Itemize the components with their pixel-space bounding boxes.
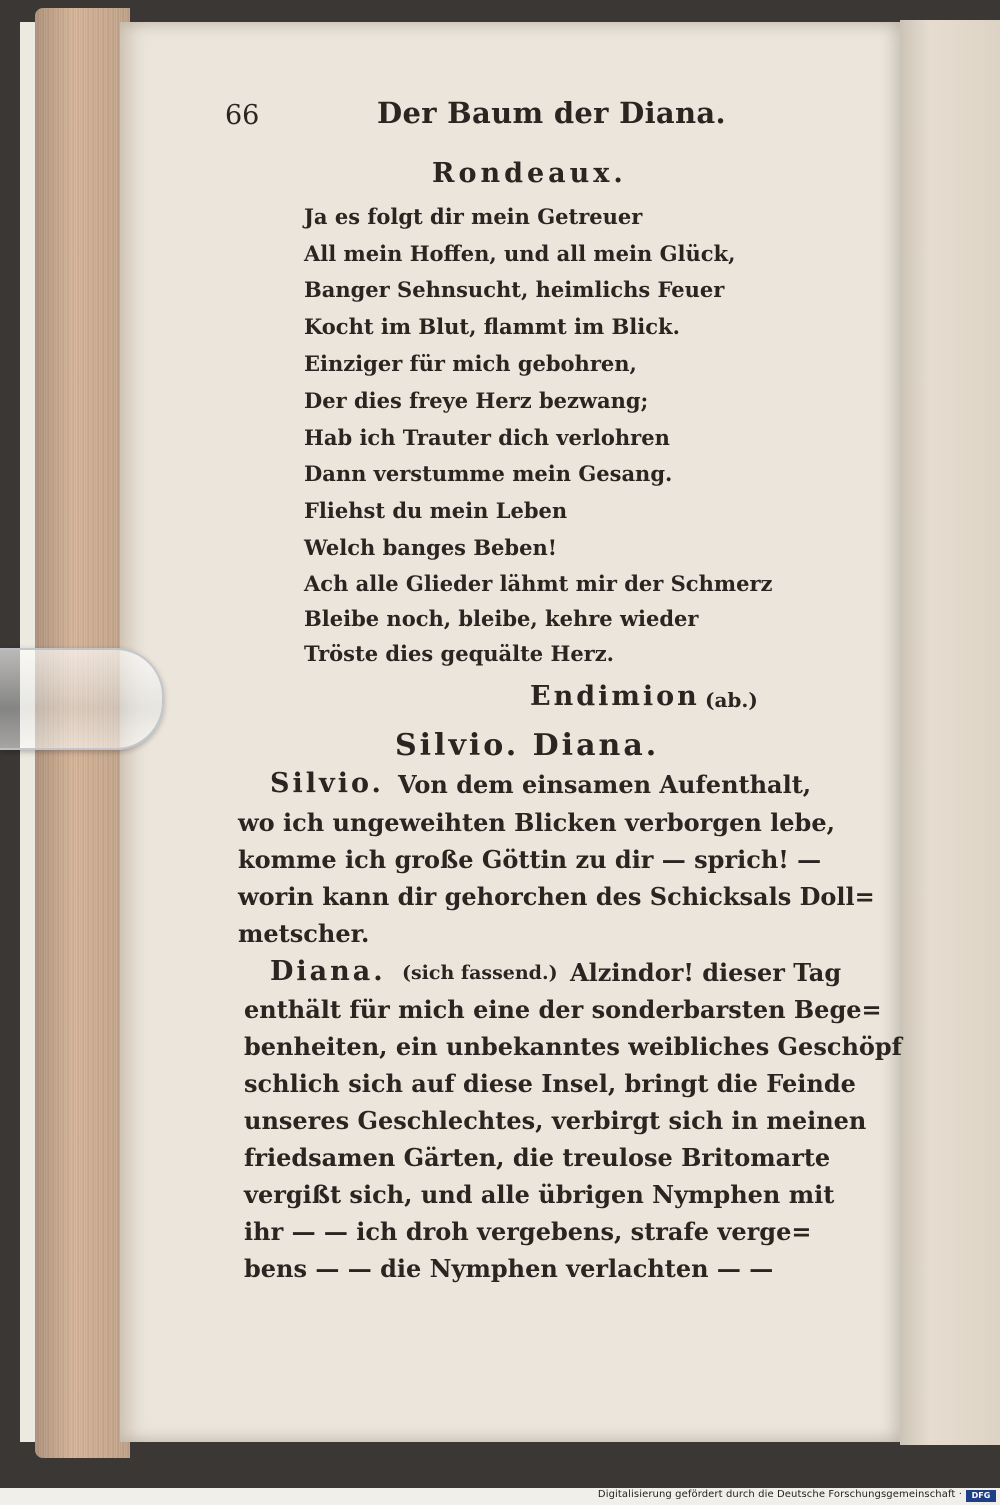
verse-line: Ja es folgt dir mein Getreuer <box>304 204 643 229</box>
prose-line: bens — — die Nymphen verlachten — — <box>244 1254 774 1283</box>
prose-line: schlich sich auf diese Insel, bringt die Feinde <box>244 1069 856 1098</box>
verse-line: Ach alle Glieder lähmt mir der Schmerz <box>304 571 773 596</box>
scene-cast: Silvio. Diana. <box>395 728 660 763</box>
rondeau-title: Rondeaux. <box>432 158 627 189</box>
prose-line: metscher. <box>238 919 370 948</box>
running-title: Der Baum der Diana. <box>377 96 726 130</box>
verse-line: Fliehst du mein Leben <box>304 498 568 523</box>
prose-line: wo ich ungeweihten Blicken verborgen lebe, <box>238 808 835 837</box>
stage-direction: (sich fassend.) <box>402 962 558 984</box>
prose-line: worin kann dir gehorchen des Schicksals Doll= <box>238 882 875 911</box>
speaker-silvio: Silvio. <box>270 768 384 799</box>
verse-line: Kocht im Blut, flammt im Blick. <box>304 314 680 339</box>
page-number: 66 <box>225 100 260 131</box>
verse-line: Bleibe noch, bleibe, kehre wieder <box>304 606 699 631</box>
verse-line: All mein Hoffen, und all mein Glück, <box>304 241 736 266</box>
verse-line: Tröste dies gequälte Herz. <box>304 641 614 666</box>
dfg-logo: DFG <box>966 1490 996 1502</box>
verse-line: Dann verstumme mein Gesang. <box>304 461 673 486</box>
prose-line: vergißt sich, und alle übrigen Nymphen mit <box>244 1180 835 1209</box>
prose-line: friedsamen Gärten, die treulose Britomarte <box>244 1143 831 1172</box>
verse-line: Hab ich Trauter dich verlohren <box>304 425 670 450</box>
prose-line: komme ich große Göttin zu dir — sprich! — <box>238 845 822 874</box>
stage-exit-direction: (ab.) <box>705 688 758 712</box>
prose-line: unseres Geschlechtes, verbirgt sich in meinen <box>244 1106 867 1135</box>
verse-line: Der dies freye Herz bezwang; <box>304 388 649 413</box>
prose-line: Alzindor! dieser Tag <box>570 958 842 987</box>
speaker-diana: Diana. <box>270 956 386 987</box>
prose-line: enthält für mich eine der sonderbarsten Bege= <box>244 995 882 1024</box>
verse-line: Welch banges Beben! <box>304 535 557 560</box>
verse-line: Einziger für mich gebohren, <box>304 351 637 376</box>
prose-line: Von dem einsamen Aufenthalt, <box>398 770 812 799</box>
verse-line: Banger Sehnsucht, heimlichs Feuer <box>304 277 725 302</box>
page-clip <box>0 648 164 750</box>
facing-page <box>900 20 1000 1445</box>
stage-exit-name: Endimion <box>530 681 700 712</box>
prose-line: benheiten, ein unbekanntes weibliches Geschöpf <box>244 1032 903 1061</box>
prose-line: ihr — — ich droh vergebens, strafe verge= <box>244 1217 812 1246</box>
footer-credit: Digitalisierung gefördert durch die Deutsche Forschungsgemeinschaft · <box>597 1489 962 1500</box>
